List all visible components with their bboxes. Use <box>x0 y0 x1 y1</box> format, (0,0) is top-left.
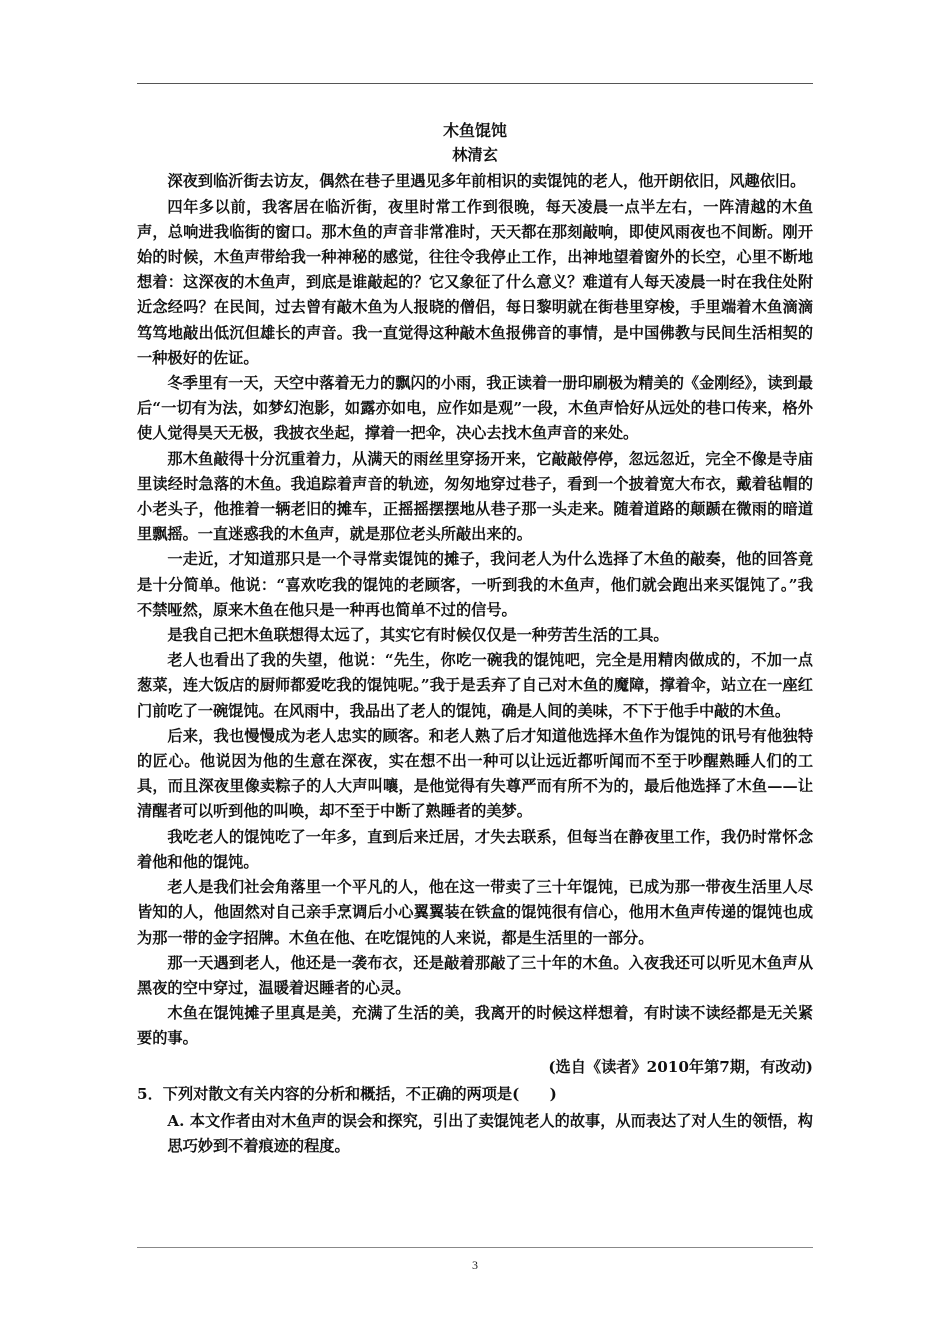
article-source: (选自《读者》2010年第7期，有改动) <box>548 1057 813 1076</box>
article-paragraph: 那一天遇到老人，他还是一袭布衣，还是敲着那敲了三十年的木鱼。入夜我还可以听见木鱼声从黑夜的空中穿过，温暖着迟睡者的心灵。 <box>137 953 813 997</box>
article-paragraph: 是我自己把木鱼联想得太远了，其实它有时候仅仅是一种劳苦生活的工具。 <box>167 626 669 645</box>
article-paragraph: 老人也看出了我的失望，他说：“先生，你吃一碗我的馄饨吧，完全是用精肉做成的，不加一点葱菜，连大饭店的厨师都爱吃我的馄饨呢。”我于是丢弃了自己对木鱼的魔障，撑着伞，站立在一座红门前吃了一碗馄饨。在风雨中，我品出了老人的馄饨，确是人间的美味，不下于他手中敲的木鱼。 <box>137 651 813 720</box>
page-content <box>137 118 813 1159</box>
article-paragraph: 冬季里有一天，天空中落着无力的飘闪的小雨，我正读着一册印刷极为精美的《金刚经》，读到最后“一切有为法，如梦幻泡影，如露亦如电，应作如是观”一段，木鱼声恰好从远处的巷口传来，格外使人觉得昊天无极，我披衣坐起，撑着一把伞，决心去找木鱼声音的来处。 <box>137 374 813 443</box>
article-paragraph: 木鱼在馄饨摊子里真是美，充满了生活的美，我离开的时候这样想着，有时读不读经都是无关紧要的事。 <box>137 1004 813 1048</box>
article-title: 木鱼馄饨 <box>442 121 507 140</box>
question-stem: 5．下列对散文有关内容的分析和概括，不正确的两项是( ) <box>137 1084 557 1103</box>
article-paragraph: 四年多以前，我客居在临沂街，夜里时常工作到很晚，每天凌晨一点半左右，一阵清越的木鱼声，总响进我临街的窗口。那木鱼的声音非常准时，天天都在那刻敲响，即使风雨夜也不间断。刚开始的时候，木鱼声带给我一种神秘的感觉，往往令我停止工作，出神地望着窗外的长空，心里不断地想着：这深夜的木鱼声，到底是谁敲起的？它又象征了什么意义？难道有人每天凌晨一时在我住处附近念经吗？在民间，过去曾有敲木鱼为人报晓的僧侣，每日黎明就在街巷里穿梭，手里端着木鱼滴滴笃笃地敲出低沉但雄长的声音。我一直觉得这种敲木鱼报佛音的事情，是中国佛教与民间生活相契的一种极好的佐证。 <box>137 197 813 367</box>
article-paragraph: 深夜到临沂街去访友，偶然在巷子里遇见多年前相识的卖馄饨的老人，他开朗依旧，风趣依旧。 <box>167 172 806 191</box>
header-rule <box>137 83 813 84</box>
footer-rule <box>137 1247 813 1248</box>
article-paragraph: 我吃老人的馄饨吃了一年多，直到后来迁居，才失去联系，但每当在静夜里工作，我仍时常怀念着他和他的馄饨。 <box>137 827 813 871</box>
article-paragraph: 老人是我们社会角落里一个平凡的人，他在这一带卖了三十年馄饨，已成为那一带夜生活里人尽皆知的人，他固然对自己亲手烹调后小心翼翼装在铁盒的馄饨很有信心，他用木鱼声传递的馄饨也成为那一带的金字招牌。木鱼在他、在吃馄饨的人来说，都是生活里的一部分。 <box>137 878 813 947</box>
article-paragraph: 那木鱼敲得十分沉重着力，从满天的雨丝里穿扬开来，它敲敲停停，忽远忽近，完全不像是寺庙里读经时急落的木鱼。我追踪着声音的轨迹，匆匆地穿过巷子，看到一个披着宽大布衣，戴着毡帽的小老头子，他推着一辆老旧的摊车，正摇摇摆摆地从巷子那一头走来。随着道路的颠踬在微雨的暗道里飘摇。一直迷惑我的木鱼声，就是那位老头所敲出来的。 <box>137 449 813 544</box>
article-paragraph: 一走近，才知道那只是一个寻常卖馄饨的摊子，我问老人为什么选择了木鱼的敲奏，他的回答竟是十分简单。他说：“喜欢吃我的馄饨的老顾客，一听到我的木鱼声，他们就会跑出来买馄饨了。”我不禁哑然，原来木鱼在他只是一种再也简单不过的信号。 <box>137 550 813 619</box>
page-number: 3 <box>472 1258 478 1272</box>
article-author: 林清玄 <box>452 146 498 165</box>
article-paragraph: 后来，我也慢慢成为老人忠实的顾客。和老人熟了后才知道他选择木鱼作为馄饨的讯号有他独特的匠心。他说因为他的生意在深夜，实在想不出一种可以让远近都听闻而不至于吵醒熟睡人们的工具，而且深夜里像卖粽子的人大声叫嚷，是他觉得有失尊严而有所不为的，最后他选择了木鱼——让清醒者可以听到他的叫唤，却不至于中断了熟睡者的美梦。 <box>137 726 813 821</box>
question-option-a: A. 本文作者由对木鱼声的误会和探究，引出了卖馄饨老人的故事，从而表达了对人生的领悟，构思巧妙到不着痕迹的程度。 <box>167 1111 813 1156</box>
